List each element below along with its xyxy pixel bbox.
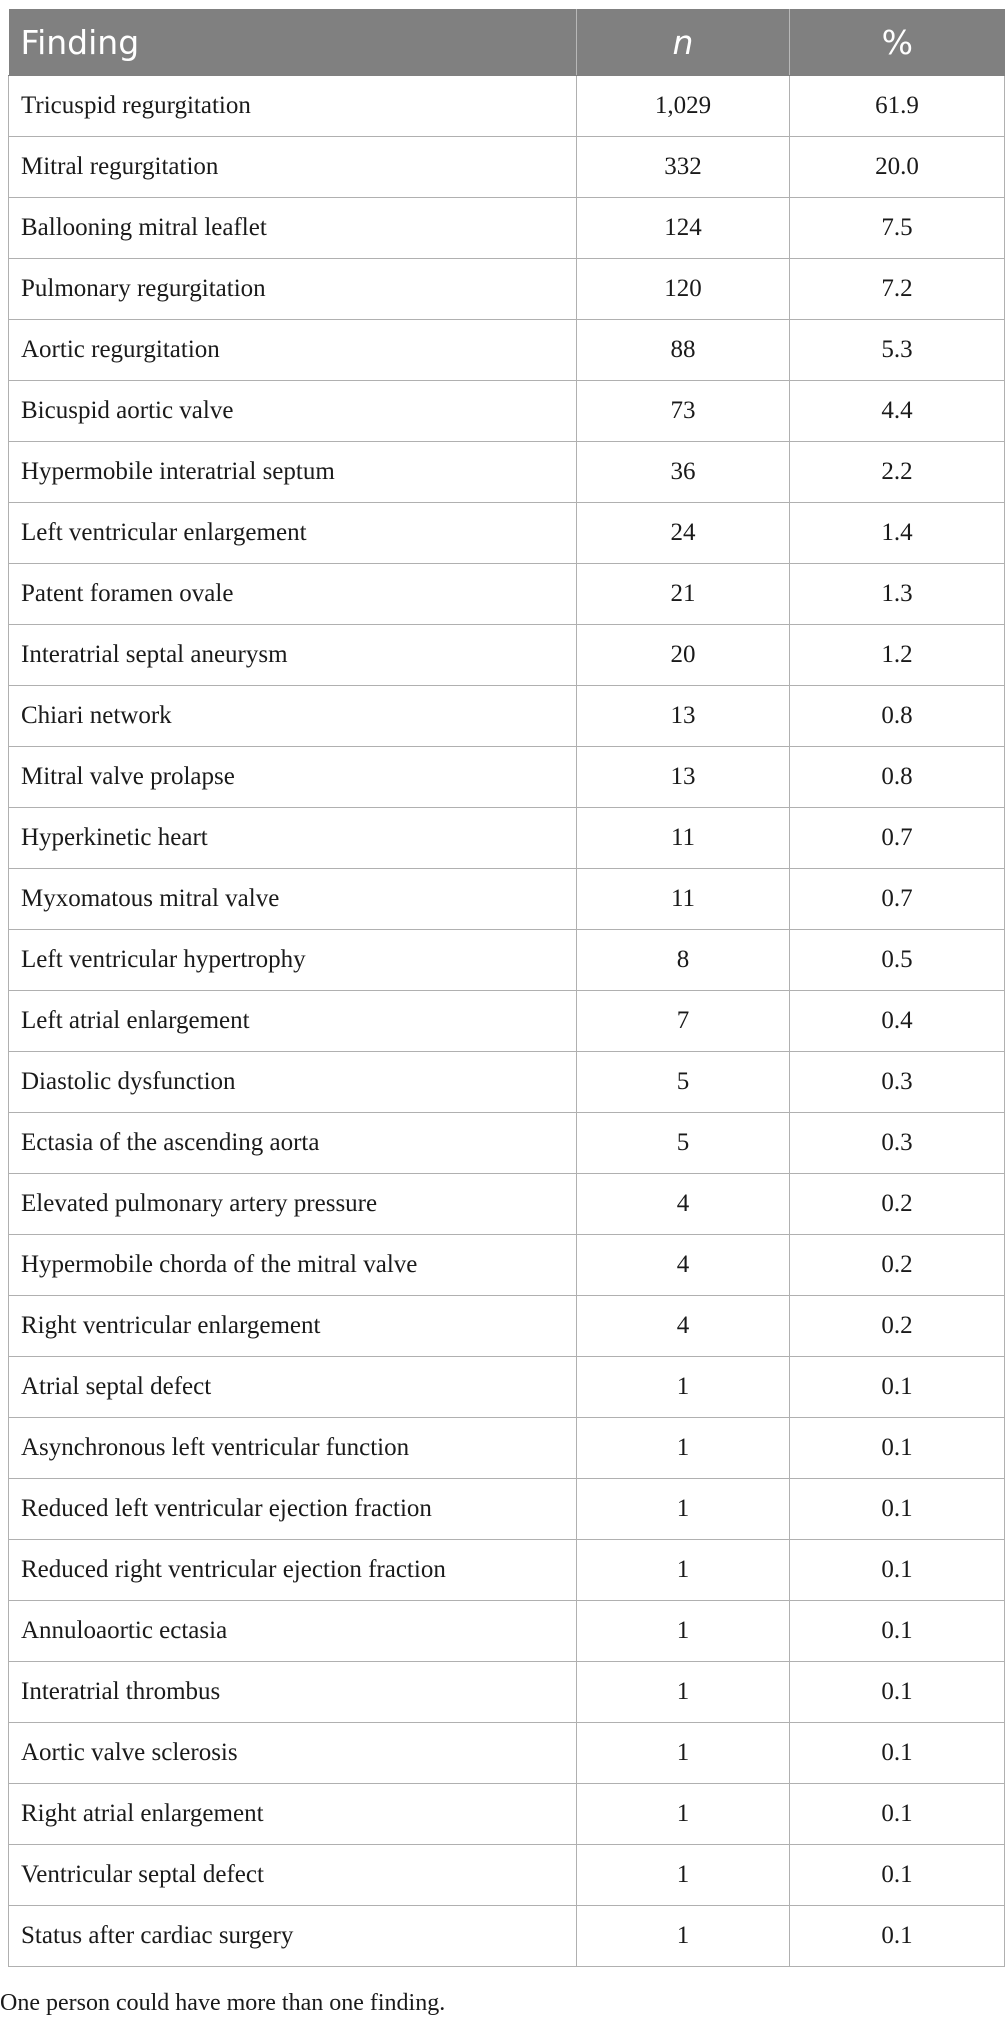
percent-cell: 0.8 [790,747,1005,808]
finding-cell: Pulmonary regurgitation [9,259,577,320]
column-header-n: n [577,9,790,76]
finding-cell: Ballooning mitral leaflet [9,198,577,259]
finding-cell: Mitral valve prolapse [9,747,577,808]
percent-cell: 4.4 [790,381,1005,442]
table-row [9,1235,1005,1296]
table-row [9,76,1005,137]
finding-cell: Annuloaortic ectasia [9,1601,577,1662]
finding-cell: Ectasia of the ascending aorta [9,1113,577,1174]
count-cell: 124 [577,198,790,259]
finding-cell: Reduced left ventricular ejection fraction [9,1479,577,1540]
finding-cell: Hypermobile chorda of the mitral valve [9,1235,577,1296]
table-row [9,991,1005,1052]
finding-cell: Hyperkinetic heart [9,808,577,869]
table-row [9,1540,1005,1601]
percent-cell: 20.0 [790,137,1005,198]
table-row [9,1906,1005,1967]
finding-cell: Mitral regurgitation [9,137,577,198]
table-footnote: One person could have more than one finding. [0,1990,446,2016]
count-cell: 1 [577,1845,790,1906]
table-row [9,503,1005,564]
table-header-row [9,9,1005,76]
count-cell: 1 [577,1906,790,1967]
percent-cell: 1.3 [790,564,1005,625]
percent-cell: 0.1 [790,1357,1005,1418]
table-row [9,1296,1005,1357]
finding-cell: Right atrial enlargement [9,1784,577,1845]
table-row [9,1601,1005,1662]
count-cell: 1 [577,1479,790,1540]
percent-cell: 0.8 [790,686,1005,747]
count-cell: 1 [577,1601,790,1662]
table-row [9,320,1005,381]
table-row [9,1723,1005,1784]
count-cell: 1 [577,1418,790,1479]
table-row [9,1357,1005,1418]
finding-cell: Tricuspid regurgitation [9,76,577,137]
table-row [9,808,1005,869]
finding-cell: Interatrial septal aneurysm [9,625,577,686]
count-cell: 4 [577,1296,790,1357]
count-cell: 5 [577,1052,790,1113]
count-cell: 73 [577,381,790,442]
table-row [9,1784,1005,1845]
percent-cell: 0.3 [790,1052,1005,1113]
table-body [9,76,1005,1967]
percent-cell: 0.1 [790,1662,1005,1723]
findings-table-container [8,9,1004,1967]
count-cell: 1 [577,1662,790,1723]
percent-cell: 2.2 [790,442,1005,503]
percent-cell: 7.2 [790,259,1005,320]
finding-cell: Chiari network [9,686,577,747]
percent-cell: 0.1 [790,1723,1005,1784]
count-cell: 332 [577,137,790,198]
percent-cell: 1.4 [790,503,1005,564]
finding-cell: Diastolic dysfunction [9,1052,577,1113]
percent-cell: 0.1 [790,1479,1005,1540]
percent-cell: 0.1 [790,1906,1005,1967]
table-row [9,1113,1005,1174]
finding-cell: Interatrial thrombus [9,1662,577,1723]
count-cell: 1 [577,1723,790,1784]
column-header-finding: Finding [9,9,577,76]
table-row [9,625,1005,686]
count-cell: 1 [577,1540,790,1601]
count-cell: 13 [577,686,790,747]
table-row [9,1052,1005,1113]
findings-table [8,9,1005,1967]
finding-cell: Left ventricular enlargement [9,503,577,564]
table-row [9,1418,1005,1479]
percent-cell: 5.3 [790,320,1005,381]
finding-cell: Asynchronous left ventricular function [9,1418,577,1479]
percent-cell: 0.7 [790,808,1005,869]
count-cell: 1 [577,1784,790,1845]
count-cell: 88 [577,320,790,381]
count-cell: 7 [577,991,790,1052]
count-cell: 1,029 [577,76,790,137]
count-cell: 20 [577,625,790,686]
finding-cell: Right ventricular enlargement [9,1296,577,1357]
percent-cell: 0.1 [790,1540,1005,1601]
percent-cell: 0.5 [790,930,1005,991]
table-row [9,930,1005,991]
percent-cell: 0.7 [790,869,1005,930]
table-row [9,869,1005,930]
count-cell: 11 [577,869,790,930]
table-row [9,259,1005,320]
table-row [9,1662,1005,1723]
finding-cell: Aortic regurgitation [9,320,577,381]
finding-cell: Bicuspid aortic valve [9,381,577,442]
finding-cell: Patent foramen ovale [9,564,577,625]
count-cell: 4 [577,1235,790,1296]
percent-cell: 1.2 [790,625,1005,686]
table-row [9,747,1005,808]
table-row [9,442,1005,503]
table-row [9,564,1005,625]
percent-cell: 0.2 [790,1296,1005,1357]
count-cell: 21 [577,564,790,625]
percent-cell: 0.1 [790,1418,1005,1479]
percent-cell: 0.1 [790,1784,1005,1845]
table-row [9,1479,1005,1540]
count-cell: 5 [577,1113,790,1174]
finding-cell: Atrial septal defect [9,1357,577,1418]
finding-cell: Left ventricular hypertrophy [9,930,577,991]
percent-cell: 0.2 [790,1235,1005,1296]
table-row [9,1845,1005,1906]
percent-cell: 0.4 [790,991,1005,1052]
count-cell: 36 [577,442,790,503]
finding-cell: Elevated pulmonary artery pressure [9,1174,577,1235]
finding-cell: Reduced right ventricular ejection fraction [9,1540,577,1601]
finding-cell: Hypermobile interatrial septum [9,442,577,503]
finding-cell: Status after cardiac surgery [9,1906,577,1967]
table-row [9,1174,1005,1235]
percent-cell: 0.1 [790,1601,1005,1662]
finding-cell: Myxomatous mitral valve [9,869,577,930]
finding-cell: Ventricular septal defect [9,1845,577,1906]
percent-cell: 0.1 [790,1845,1005,1906]
count-cell: 24 [577,503,790,564]
count-cell: 8 [577,930,790,991]
finding-cell: Left atrial enlargement [9,991,577,1052]
table-row [9,381,1005,442]
count-cell: 13 [577,747,790,808]
percent-cell: 0.3 [790,1113,1005,1174]
count-cell: 1 [577,1357,790,1418]
percent-cell: 61.9 [790,76,1005,137]
count-cell: 4 [577,1174,790,1235]
percent-cell: 7.5 [790,198,1005,259]
finding-cell: Aortic valve sclerosis [9,1723,577,1784]
table-row [9,137,1005,198]
table-row [9,686,1005,747]
table-row [9,198,1005,259]
column-header-percent: % [790,9,1005,76]
count-cell: 11 [577,808,790,869]
count-cell: 120 [577,259,790,320]
percent-cell: 0.2 [790,1174,1005,1235]
